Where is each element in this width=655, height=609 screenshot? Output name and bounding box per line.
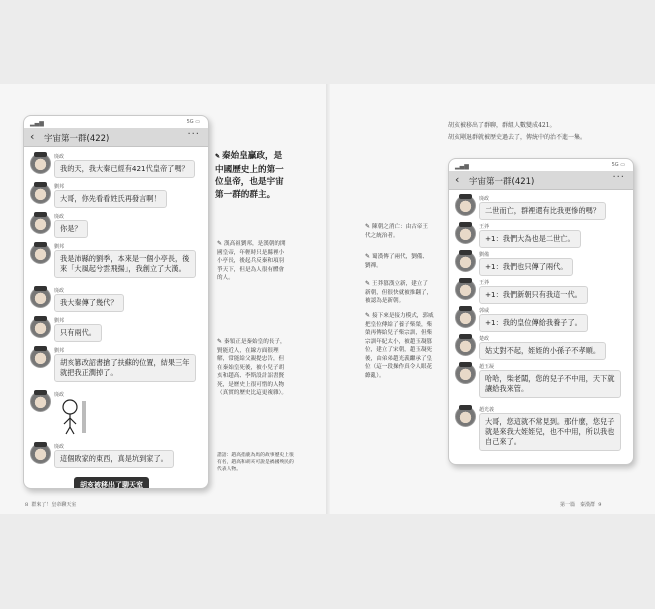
sender-name: 廃政 [54, 154, 65, 160]
pen-icon: ✎ [365, 280, 371, 287]
avatar [30, 213, 51, 234]
pen-icon: ✎ [215, 153, 221, 160]
sender-name: 廃政 [54, 392, 65, 398]
sender-name: 趙玉凝 [479, 364, 495, 370]
footnote: 諧語：趙高指鹿為馬的故事歷史上很有名，趙高和胡亥可說是禍國殃民的代表人物。 [217, 453, 294, 472]
message-bubble: 這個敗家的東西，真是坑到家了。 [54, 450, 174, 468]
sender-name: 劉邦 [54, 348, 65, 354]
book-gutter [326, 84, 330, 514]
message-bubble: 大哥，你先看看姓氏再發言啊！ [54, 190, 167, 208]
pen-icon: ✎ [217, 338, 223, 345]
back-icon[interactable]: ‹ [30, 130, 35, 143]
back-icon[interactable]: ‹ [455, 173, 460, 186]
left-footer [25, 501, 76, 508]
sender-name: 廃政 [54, 288, 65, 294]
message-bubble: 我是沛縣的劉季，本來是一個小亭長，後來「大風起兮雲飛揚」，我創立了大漢。 [54, 250, 196, 278]
sender-name: 王莽 [479, 224, 490, 230]
avatar [30, 317, 51, 338]
annotation-note: ✎ 接下來是接力模式，郭威把皇位傳給了養子柴榮，柴榮再傳給兒子柴宗訓，但柴宗訓年紀太小，被趙玉凝篡位，建立了宋朝，趙玉凝死後，由弟弟趙光義繼承了皇位（這一段操作真令人眼花繚亂）。 [365, 312, 434, 379]
left-phone [23, 115, 209, 489]
avatar [455, 279, 476, 300]
avatar [30, 347, 51, 368]
sender-name: 廃政 [54, 444, 65, 450]
message-bubble: 你是？ [54, 220, 88, 238]
sender-name: 劉邦 [54, 244, 65, 250]
right-footer [560, 501, 601, 508]
signal-icon: ▂▄▆ [455, 163, 469, 170]
annotation-note: ✎ 陳朝之消亡：由古帝王代之統治者。 [365, 223, 428, 239]
avatar [30, 243, 51, 264]
sender-name: 王莽 [479, 280, 490, 286]
annotation-note: ✎ 秦始皇贏政，是中國歷史上的第一位皇帝，也是宇宙第一群的群主。 [215, 151, 284, 200]
left-status-bar [24, 116, 208, 128]
avatar [30, 153, 51, 174]
page-intro: 胡亥被移出了群聊，群組人數變成421。 胡亥剛退群就被歷史過去了，傳統中的治不進一集。 [448, 122, 587, 141]
annotation-note: ✎ 蜀漢傳了兩代，劉備、劉禪。 [365, 253, 428, 269]
avatar [455, 195, 476, 216]
annotation-note: ✎ 漢高祖劉邦，是漢朝的開國皇帝，年輕時只是縣裡小小亭長，後起兵反秦和項羽爭天下，但是為人很有體會的人。 [217, 240, 286, 281]
avatar [455, 335, 476, 356]
pen-icon: ✎ [365, 223, 371, 230]
message-bubble: 胡亥篡改詔書搶了扶蘇的位置，結果三年就把我正潤掉了。 [54, 354, 196, 382]
message-bubble: +1：我們新朝只有我這一代。 [479, 286, 588, 304]
annotation-note: ✎ 王莽篡漢立新，建立了新朝，但很快就被推翻了，被認為是新朝。 [365, 280, 433, 304]
avatar [30, 391, 51, 412]
sender-name: 廃政 [479, 196, 490, 202]
message-bubble: +1：我們也只傳了兩代。 [479, 258, 573, 276]
left-chat-header [24, 128, 208, 147]
right-phone [448, 158, 634, 465]
pen-icon: ✎ [365, 312, 371, 319]
more-icon[interactable]: ··· [187, 129, 200, 140]
page-number: 8 [25, 502, 29, 508]
signal-icon: ▂▄▆ [30, 120, 44, 127]
more-icon[interactable]: ··· [612, 172, 625, 183]
avatar [455, 223, 476, 244]
message-bubble: +1：我們大為也是二世亡。 [479, 230, 581, 248]
avatar [30, 183, 51, 204]
message-bubble: 哈哈，柴老闆，您的兒子不中用，天下就讓給我來管。 [479, 370, 621, 398]
book-title: 群來了！皇帝聊天室 [31, 502, 77, 508]
pen-icon: ✎ [365, 253, 371, 260]
message-bubble: 我的天，我大秦已經有421代皇帝了嗎？ [54, 160, 195, 178]
sender-name: 劉備 [479, 252, 490, 258]
annotation-note: ✎ 秦領正是秦始皇的長子，賢能近人，在線方面很理解，常能給父親提忠告，但在秦始皇死後，被小兒子胡亥和趙高、李斯設計詔書賢死，是歷史上很可惜的人物（真實的歷史比這更複雜）。 [217, 338, 287, 396]
page-number: 9 [598, 502, 602, 508]
avatar [455, 363, 476, 384]
sender-name: 劉邦 [54, 184, 65, 190]
right-chat-header [449, 171, 633, 190]
avatar [455, 251, 476, 272]
right-status-bar [449, 159, 633, 171]
message-bubble: 二世而亡，群裡還有比我更慘的嗎？ [479, 202, 606, 220]
pen-icon: ✎ [217, 240, 223, 247]
chapter-title: 第一篇 秦漢群 [560, 502, 596, 508]
stick-figure-sticker [56, 397, 96, 435]
chat-title: 宇宙第一群(421) [469, 177, 535, 187]
sender-name: 廃政 [54, 214, 65, 220]
avatar [455, 406, 476, 427]
message-bubble: 姑丈對不起，姪姪的小孫子不孝順。 [479, 342, 606, 360]
system-notice: 胡亥被移出了聊天室 [74, 477, 149, 489]
message-bubble: +1：我的皇位傳給我養子了。 [479, 314, 588, 332]
battery-icon: 5G ▭ [186, 119, 200, 125]
avatar [30, 443, 51, 464]
sender-name: 楚政 [479, 336, 490, 342]
sender-name: 郭威 [479, 308, 490, 314]
avatar [30, 287, 51, 308]
message-bubble: 我大秦傳了幾代？ [54, 294, 124, 312]
message-bubble: 只有兩代。 [54, 324, 102, 342]
avatar [455, 307, 476, 328]
sender-name: 劉邦 [54, 318, 65, 324]
message-bubble: 大哥，您這就不常見到。那什麼，您兒子就是來我大姪姪兒，也不中用，所以我也自己來了。 [479, 413, 621, 451]
battery-icon: 5G ▭ [611, 162, 625, 168]
chat-title: 宇宙第一群(422) [44, 134, 110, 144]
sender-name: 趙光義 [479, 407, 495, 413]
